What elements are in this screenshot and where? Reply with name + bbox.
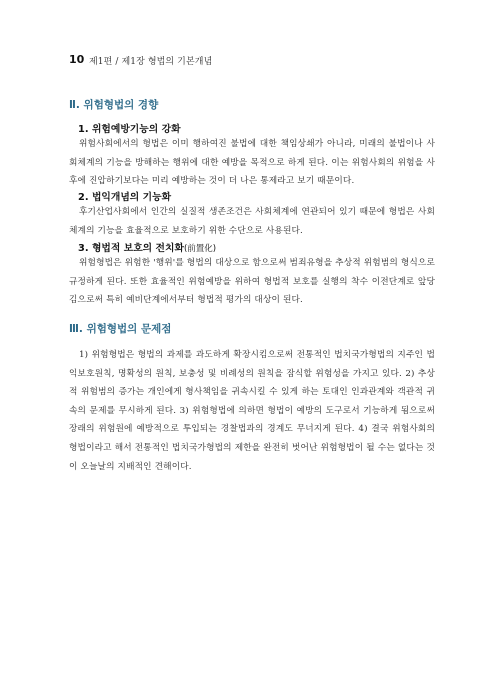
subheading-text: 3. 형법적 보호의 전치화 — [78, 243, 184, 254]
section-heading-problems: Ⅲ. 위험형법의 문제점 — [69, 323, 172, 335]
paragraph-legal-interest: 후기산업사회에서 인간의 실질적 생존조건은 사회체계에 연관되어 있기 때문에 형법은 사회체계의 기능을 효율적으로 보호하기 위한 수단으로 사용된다. — [69, 207, 435, 236]
subheading-risk-prevention — [78, 121, 181, 135]
paragraph-advancement: 위험형법은 위험한 '행위'를 형법의 대상으로 함으로써 범죄유형을 추상적 위험범의 형식으로 규정하게 된다. 또한 효율적인 위험예방을 위하여 형법적 보호를 실행의 착수 이전단계로 앞당김으로써 특히 예비단계에서부터 형법적 평가의 대상이 된다. — [69, 258, 435, 306]
subheading-text: 2. 법익개념의 기능화 — [78, 192, 172, 203]
subheading-legal-interest — [78, 189, 171, 203]
paragraph-risk-prevention: 위험사회에서의 형법은 이미 행하여진 불법에 대한 책임상쇄가 아니라, 미래의 불법이나 사회체계의 기능을 방해하는 행위에 대한 예방을 목적으로 하게 된다. 이는 위험사회의 위험을 사후에 진압하기보다는 미리 예방하는 것이 더 나은 통제라고 보기 때문이다. — [69, 139, 435, 187]
paragraph-problems: 1) 위험형법은 형법의 과제를 과도하게 확장시킴으로써 전통적인 법치국가형법의 지주인 법익보호원칙, 명확성의 원칙, 보충성 및 비례성의 원칙을 잠식할 위험성을 가지고 있다. 2) 추상적 위험범의 증가는 개인에게 형사책임을 귀속시킬 수 있게 하는 토대인 인과관계와 객관적 귀속의 문제를 무시하게 된다. 3) 위험형법에 의하면 형법이 예방의 도구로서 기능하게 됨으로써 장래의 위험원에 예방적으로 투입되는 경찰법과의 경계도 무너지게 된다. 4) 결국 위험사회의 형법이라고 해서 전통적인 법치국가형법의 제한을 완전히 벗어난 위험형법이 될 수는 없다는 것이 오늘날의 지배적인 견해이다. — [69, 350, 435, 472]
running-title: 제1편 / 제1장 형법의 기본개념 — [89, 57, 213, 67]
section-heading-trends: Ⅱ. 위험형법의 경향 — [69, 99, 159, 111]
page-number: 10 — [69, 53, 85, 66]
subheading-hanja: (前置化) — [183, 244, 217, 254]
subheading-advancement — [78, 240, 216, 254]
subheading-text: 1. 위험예방기능의 강화 — [78, 124, 181, 135]
